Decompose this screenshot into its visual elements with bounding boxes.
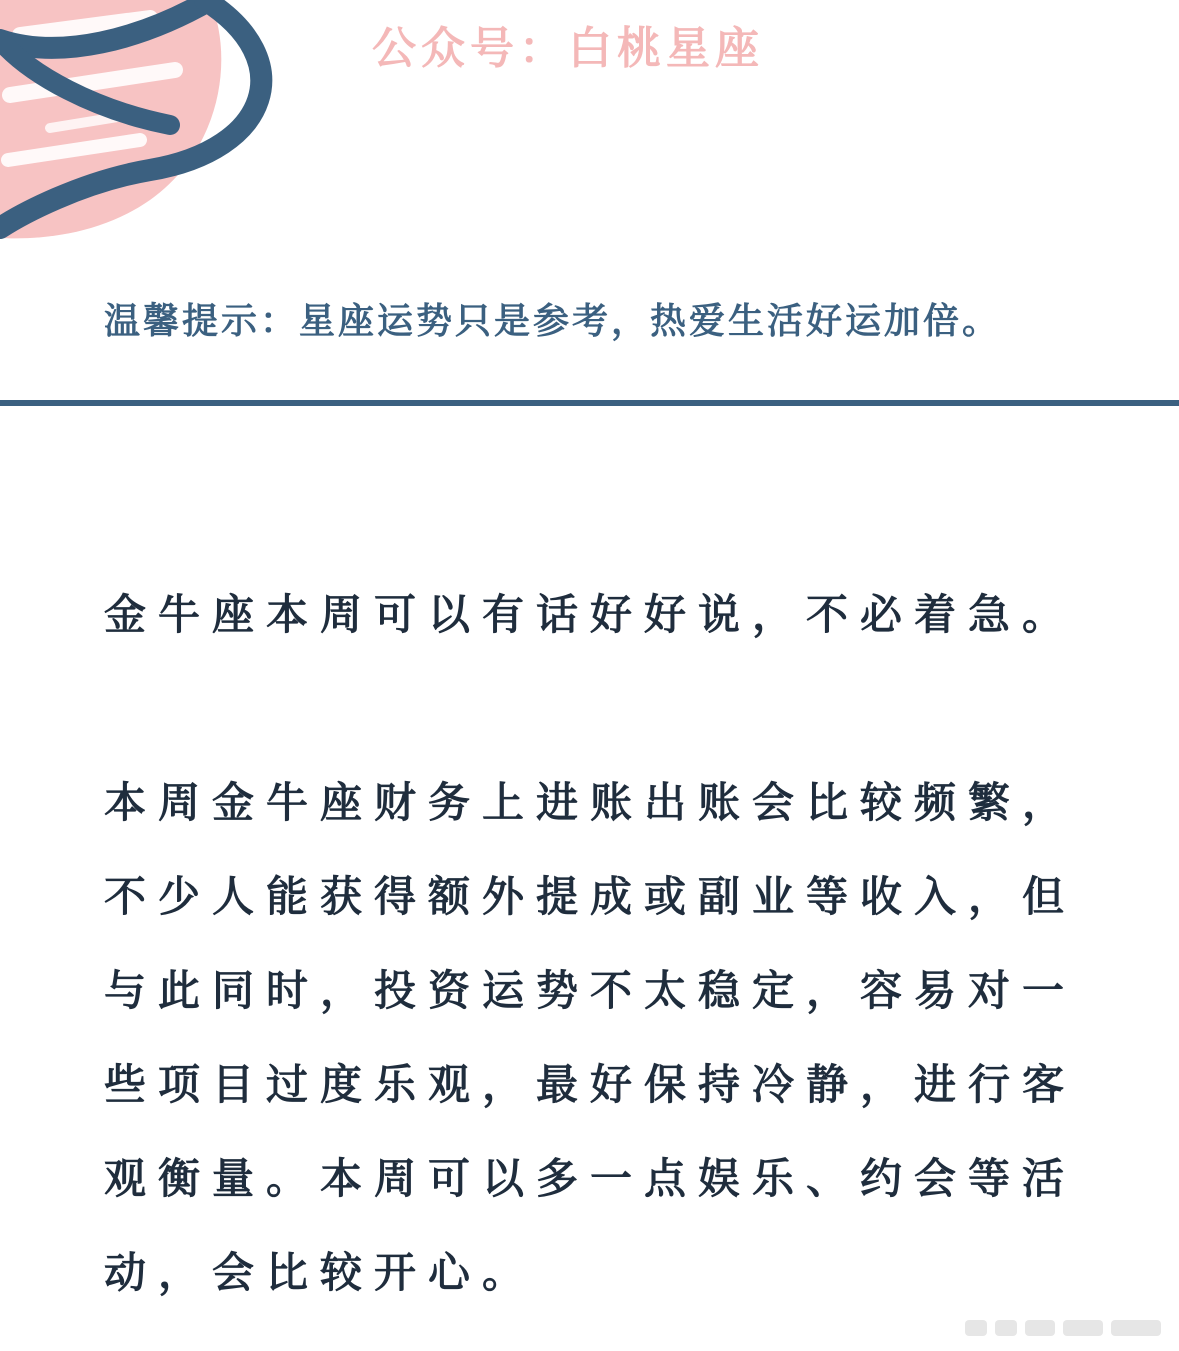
- article-content: [104, 568, 1104, 1320]
- watermark-icon: [965, 1317, 1165, 1339]
- body-line: 观衡量。本周可以多一点娱乐、约会等活: [104, 1154, 1077, 1203]
- body-line: 些项目过度乐观，最好保持冷静，进行客: [104, 1060, 1077, 1109]
- planet-illustration-icon: [0, 0, 300, 260]
- lead-paragraph: 金牛座本周可以有话好好说，不必着急。: [104, 590, 1077, 639]
- account-name-title: 公众号：白桃星座: [372, 23, 764, 74]
- body-line: 本周金牛座财务上进账出账会比较频繁，: [104, 778, 1077, 827]
- body-line: 动，会比较开心。: [104, 1248, 537, 1297]
- body-line: 不少人能获得额外提成或副业等收入，但: [104, 872, 1077, 921]
- body-line: 与此同时，投资运势不太稳定，容易对一: [104, 966, 1077, 1015]
- tip-line: 温馨提示：星座运势只是参考，热爱生活好运加倍。: [104, 301, 1002, 342]
- body-paragraph: [104, 756, 1104, 1320]
- divider: [0, 400, 1179, 406]
